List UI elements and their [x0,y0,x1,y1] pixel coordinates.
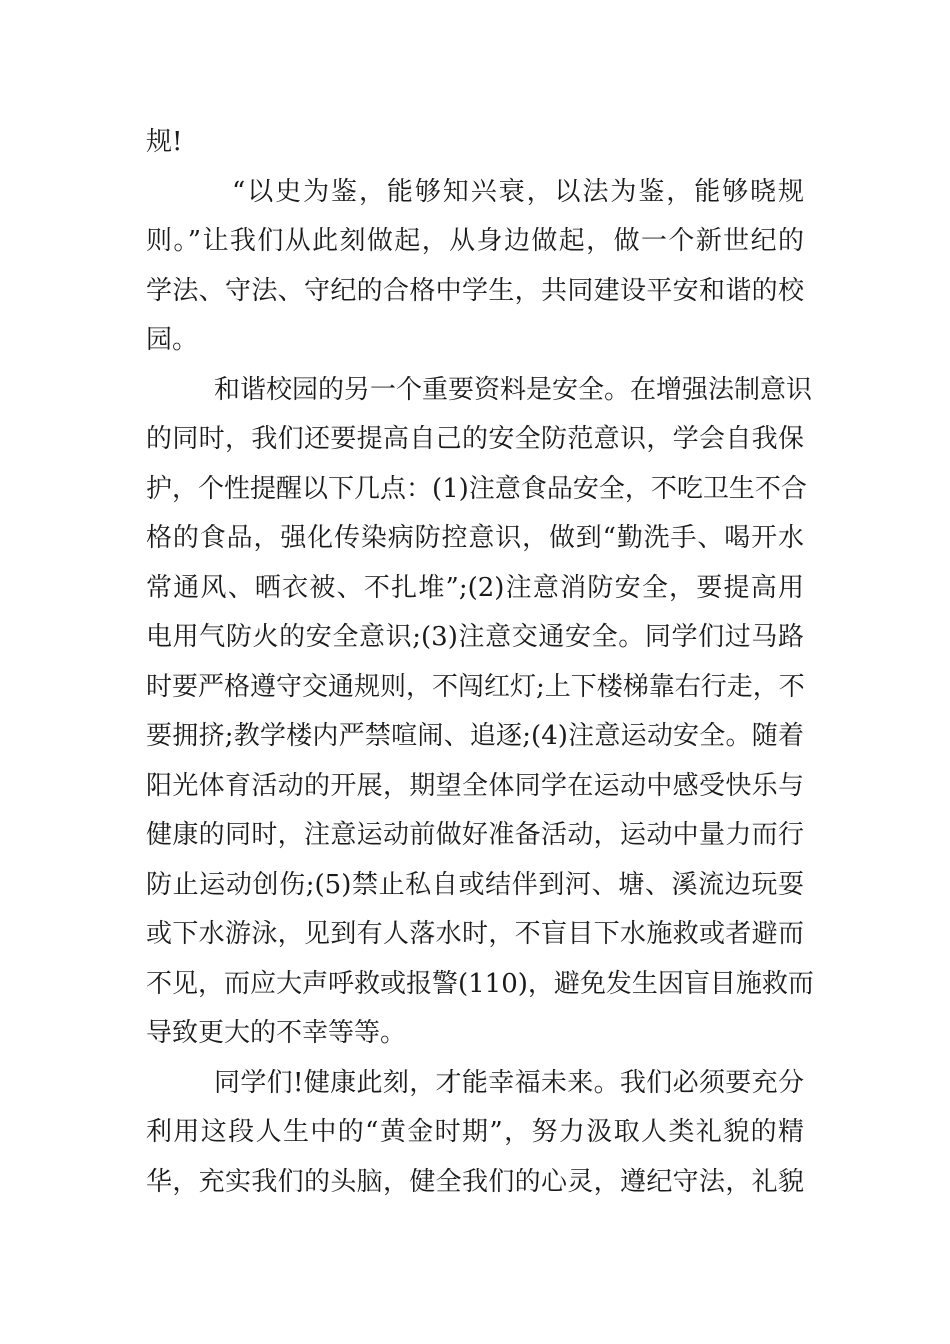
text-line: “以史为鉴，能够知兴衰，以法为鉴，能够晓规 [232,176,804,207]
text-line: 电用气防火的安全意识;(3)注意交通安全。同学们过马路 [146,622,804,652]
paragraph-1 [146,168,804,366]
document-page [146,118,814,1207]
text-line: 则。”让我们从此刻做起，从身边做起，做一个新世纪的 [146,226,804,256]
text-line: 时要严格遵守交通规则，不闯红灯;上下楼梯靠右行走，不 [146,671,805,702]
text-line: 的同时，我们还要提高自己的安全防范意识，学会自我保 [146,424,804,454]
text-line: 园。 [146,325,199,355]
text-line: 华，充实我们的头脑，健全我们的心灵，遵纪守法，礼貌 [146,1166,804,1197]
paragraph-2 [146,366,814,1059]
text-line: 健康的同时，注意运动前做好准备活动，运动中量力而行 [146,820,804,850]
text-line: 利用这段人生中的“黄金时期”，努力汲取人类礼貌的精 [146,1117,804,1147]
text-line: 不见，而应大声呼救或报警(110)，避免发生因盲目施救而 [146,968,814,999]
text-line: 规! [146,127,183,157]
text-line: 阳光体育活动的开展，期望全体同学在运动中感受快乐与 [146,770,804,801]
paragraph-0 [146,118,804,168]
text-line: 学法、守法、守纪的合格中学生，共同建设平安和谐的校 [146,275,804,306]
text-line: 格的食品，强化传染病防控意识，做到“勤洗手、喝开水 [146,523,804,553]
text-line: 和谐校园的另一个重要资料是安全。在增强法制意识 [214,374,813,405]
text-line: 或下水游泳，见到有人落水时，不盲目下水施救或者避而 [146,919,804,949]
text-line: 护，个性提醒以下几点：(1)注意食品安全，不吃卫生不合 [146,473,807,504]
text-line: 防止运动创伤;(5)禁止私自或结伴到河、塘、溪流边玩耍 [146,869,804,900]
text-line: 常通风、晒衣被、不扎堆”;(2)注意消防安全，要提高用 [146,572,804,603]
text-line: 导致更大的不幸等等。 [146,1018,407,1048]
paragraph-3 [146,1059,804,1208]
text-line: 同学们!健康此刻，才能幸福未来。我们必须要充分 [214,1067,804,1098]
text-line: 要拥挤;教学楼内严禁喧闹、追逐;(4)注意运动安全。随着 [146,721,804,751]
